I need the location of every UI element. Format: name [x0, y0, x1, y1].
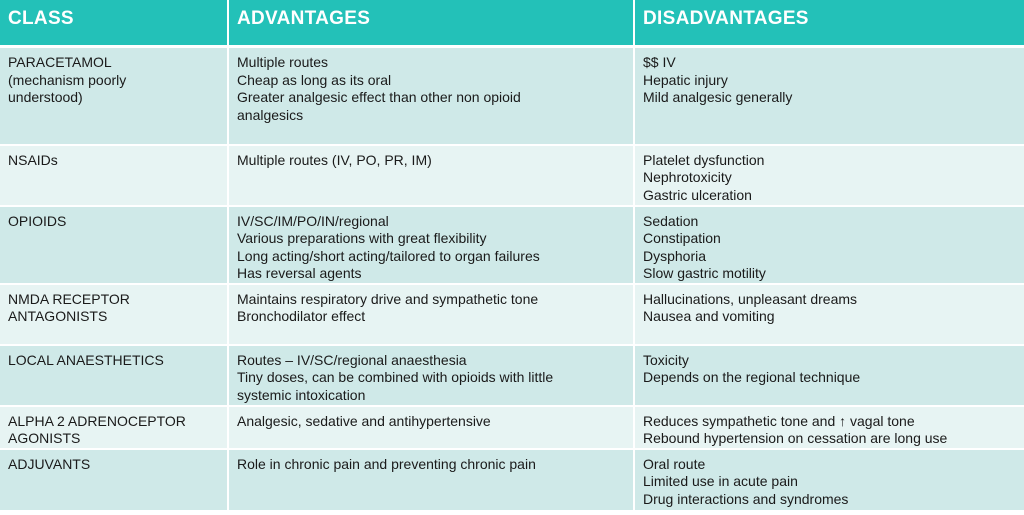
- advantages-cell: Analgesic, sedative and antihypertensive: [228, 406, 634, 449]
- table-row: [0, 449, 1024, 511]
- advantages-cell: Multiple routes (IV, PO, PR, IM): [228, 145, 634, 206]
- advantages-cell: Maintains respiratory drive and sympathetic tone Bronchodilator effect: [228, 284, 634, 345]
- advantages-cell: Routes – IV/SC/regional anaesthesia Tiny doses, can be combined with opioids with little systemic intoxication: [228, 345, 634, 406]
- table-row: [0, 284, 1024, 345]
- disadvantages-cell: Toxicity Depends on the regional technique: [634, 345, 1024, 406]
- disadvantages-cell: Hallucinations, unpleasant dreams Nausea and vomiting: [634, 284, 1024, 345]
- advantages-cell: Role in chronic pain and preventing chronic pain: [228, 449, 634, 511]
- table-row: [0, 206, 1024, 284]
- disadvantages-cell: Oral route Limited use in acute pain Drug interactions and syndromes: [634, 449, 1024, 511]
- disadvantages-cell: Reduces sympathetic tone and ↑ vagal tone Rebound hypertension on cessation are long use: [634, 406, 1024, 449]
- table-row: [0, 345, 1024, 406]
- disadvantages-cell: Sedation Constipation Dysphoria Slow gastric motility: [634, 206, 1024, 284]
- class-cell: ALPHA 2 ADRENOCEPTOR AGONISTS: [0, 406, 228, 449]
- table-row: [0, 47, 1024, 145]
- disadvantages-cell: $$ IV Hepatic injury Mild analgesic generally: [634, 47, 1024, 145]
- class-cell: PARACETAMOL (mechanism poorly understood): [0, 47, 228, 145]
- class-cell: OPIOIDS: [0, 206, 228, 284]
- table-header-row: [0, 0, 1024, 47]
- column-header-disadvantages: DISADVANTAGES: [634, 0, 1024, 47]
- class-cell: NSAIDs: [0, 145, 228, 206]
- column-header-advantages: ADVANTAGES: [228, 0, 634, 47]
- table-row: [0, 406, 1024, 449]
- class-cell: LOCAL ANAESTHETICS: [0, 345, 228, 406]
- advantages-cell: Multiple routes Cheap as long as its oral Greater analgesic effect than other non opioid analgesics: [228, 47, 634, 145]
- column-header-class: CLASS: [0, 0, 228, 47]
- advantages-cell: IV/SC/IM/PO/IN/regional Various preparations with great flexibility Long acting/short acting/tailored to organ failures Has reversal agents: [228, 206, 634, 284]
- class-cell: ADJUVANTS: [0, 449, 228, 511]
- table-row: [0, 145, 1024, 206]
- class-cell: NMDA RECEPTOR ANTAGONISTS: [0, 284, 228, 345]
- disadvantages-cell: Platelet dysfunction Nephrotoxicity Gastric ulceration: [634, 145, 1024, 206]
